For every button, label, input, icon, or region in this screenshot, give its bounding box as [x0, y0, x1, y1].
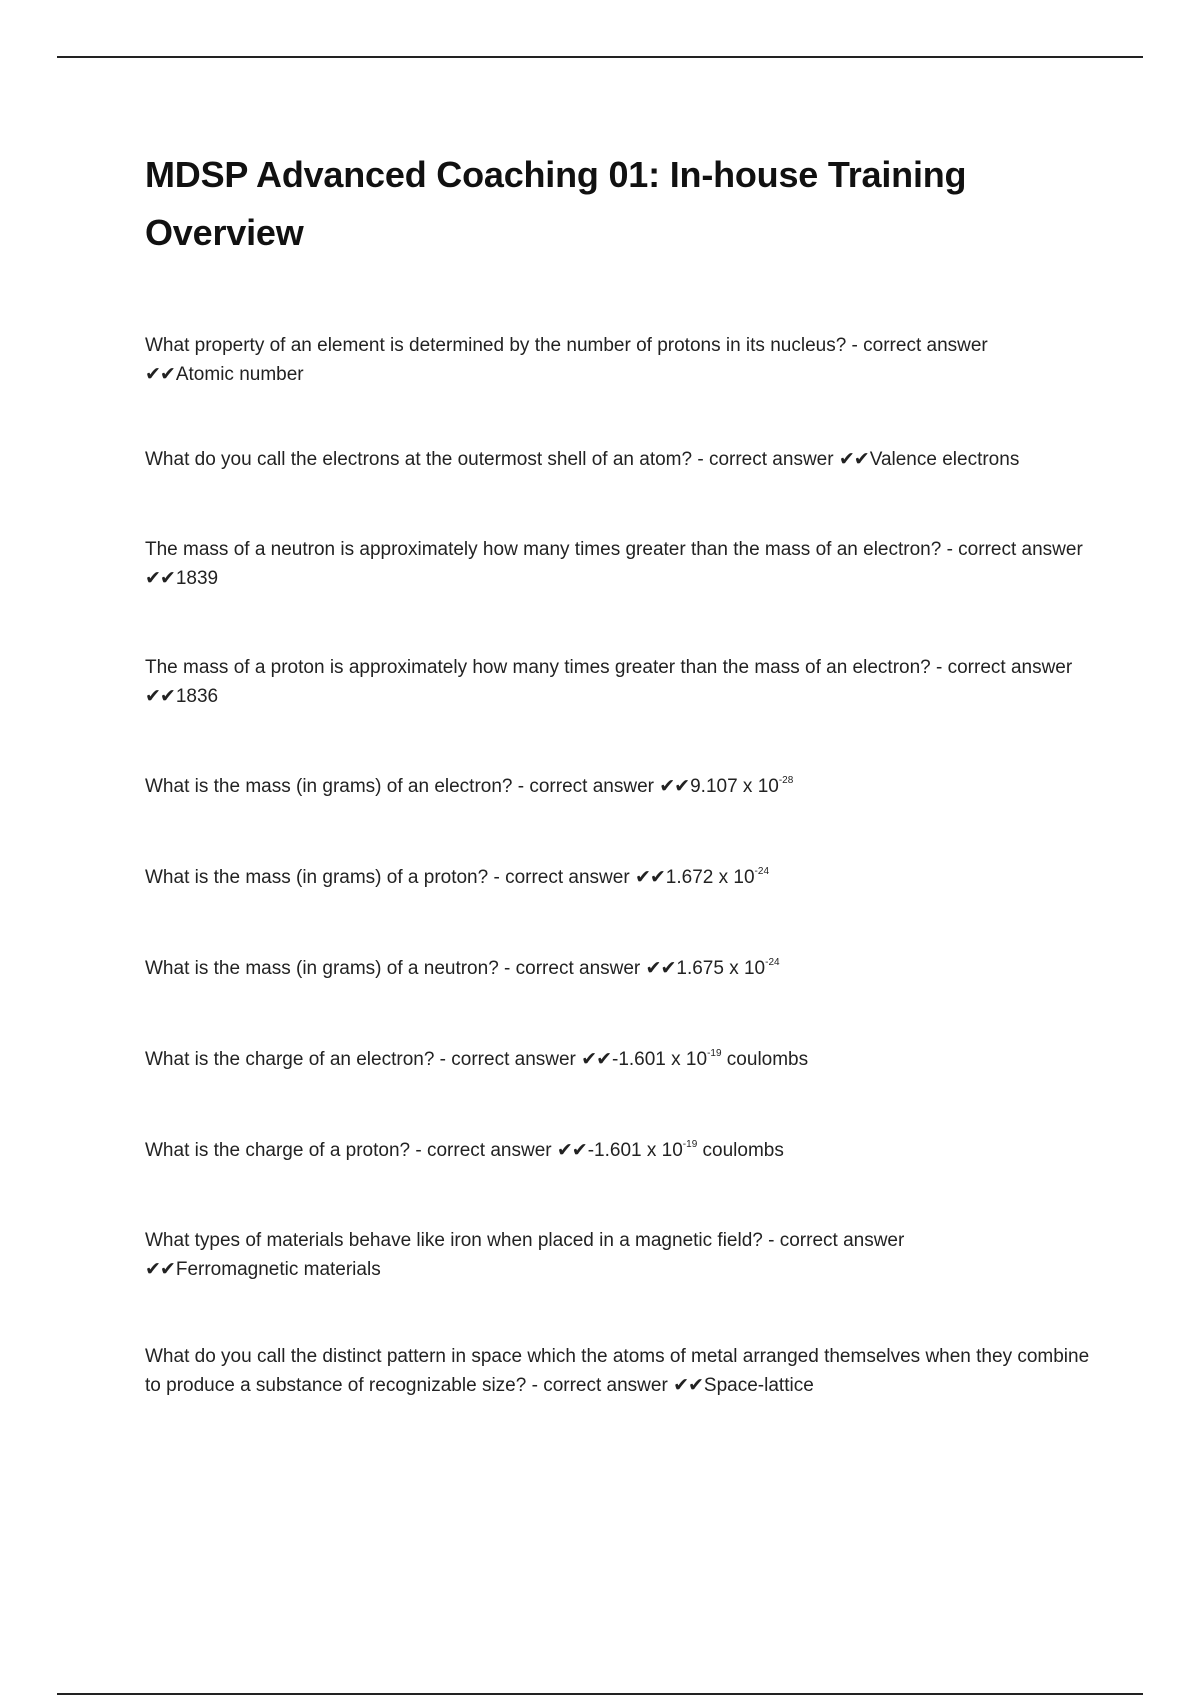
answer-exponent: -19 — [682, 1138, 698, 1150]
qa-item — [145, 863, 1095, 892]
qa-item — [145, 1342, 1095, 1400]
question-text: The mass of a proton is approximately how many times greater than the mass of an electron? — [145, 657, 931, 678]
answer-text: 1839 — [175, 568, 219, 589]
check-icon: ✔✔ — [145, 568, 175, 589]
answer-text: Atomic number — [175, 364, 304, 385]
question-text: What types of materials behave like iron when placed in a magnetic field? — [145, 1230, 763, 1251]
answer-separator: - correct answer — [846, 335, 988, 356]
qa-item — [145, 1136, 1095, 1165]
check-icon: ✔✔ — [673, 1375, 703, 1396]
answer-text: Ferromagnetic materials — [175, 1259, 381, 1280]
qa-item — [145, 954, 1095, 983]
check-icon: ✔✔ — [556, 1140, 587, 1161]
check-icon: ✔✔ — [634, 867, 665, 888]
answer-text: 9.107 x 10 — [690, 776, 779, 797]
question-text: What is the charge of an electron? — [145, 1049, 435, 1070]
bottom-divider — [57, 1693, 1143, 1695]
answer-exponent: -24 — [754, 865, 769, 877]
answer-text: 1836 — [175, 686, 219, 707]
document-body — [145, 146, 1095, 1400]
answer-separator: - correct answer — [941, 539, 1083, 560]
qa-list — [145, 331, 1095, 1400]
answer-exponent: -24 — [765, 956, 780, 968]
answer-separator: - correct answer — [762, 1230, 905, 1251]
question-text: What do you call the distinct pattern in space which the atoms of metal arranged themselves when they combine to produce a substance of recognizable size? — [145, 1346, 1090, 1396]
answer-separator: - correct answer — [434, 1049, 582, 1070]
check-icon: ✔✔ — [145, 686, 175, 707]
check-icon: ✔✔ — [645, 958, 676, 979]
answer-separator: - correct answer — [488, 867, 635, 888]
answer-exponent: -28 — [778, 774, 794, 786]
answer-exponent: -19 — [707, 1047, 722, 1059]
question-text: The mass of a neutron is approximately how many times greater than the mass of an electron? — [145, 539, 942, 560]
qa-item — [145, 445, 1095, 474]
qa-item — [145, 535, 1095, 593]
question-text: What property of an element is determined by the number of protons in its nucleus? — [145, 335, 847, 356]
answer-text: -1.601 x 10 — [612, 1049, 708, 1070]
question-text: What is the mass (in grams) of a proton? — [145, 867, 489, 888]
answer-text: Valence electrons — [869, 449, 1020, 470]
answer-separator: - correct answer — [512, 776, 660, 797]
check-icon: ✔✔ — [145, 1259, 175, 1280]
check-icon: ✔✔ — [838, 449, 869, 470]
question-text: What is the mass (in grams) of a neutron? — [145, 958, 499, 979]
question-text: What do you call the electrons at the outermost shell of an atom? — [145, 449, 693, 470]
answer-unit: coulombs — [697, 1140, 784, 1161]
check-icon: ✔✔ — [145, 364, 175, 385]
qa-item — [145, 653, 1095, 711]
answer-separator: - correct answer — [526, 1375, 674, 1396]
answer-text: 1.675 x 10 — [676, 958, 766, 979]
answer-separator: - correct answer — [930, 657, 1073, 678]
check-icon: ✔✔ — [659, 776, 690, 797]
answer-separator: - correct answer — [692, 449, 839, 470]
check-icon: ✔✔ — [581, 1049, 611, 1070]
question-text: What is the mass (in grams) of an electron? — [145, 776, 513, 797]
answer-text: Space-lattice — [703, 1375, 814, 1396]
qa-item — [145, 331, 1095, 389]
answer-separator: - correct answer — [498, 958, 646, 979]
qa-item — [145, 772, 1095, 801]
answer-unit: coulombs — [721, 1049, 809, 1070]
answer-separator: - correct answer — [410, 1140, 557, 1161]
document-title: MDSP Advanced Coaching 01: In-house Training Overview — [145, 154, 967, 253]
question-text: What is the charge of a proton? — [145, 1140, 411, 1161]
qa-item — [145, 1226, 1095, 1284]
answer-text: 1.672 x 10 — [665, 867, 755, 888]
top-divider — [57, 56, 1143, 58]
answer-text: -1.601 x 10 — [587, 1140, 683, 1161]
qa-item — [145, 1045, 1095, 1074]
